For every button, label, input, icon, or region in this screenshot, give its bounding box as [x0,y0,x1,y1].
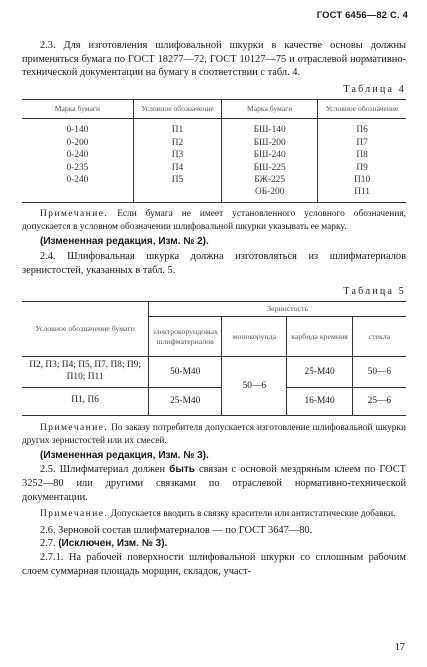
page-body [22,39,406,579]
note-label: Примечание. [40,208,109,219]
paragraph-2-4: 2.4. Шлифовальная шкурка должна изготовляться из шлифматериалов зернистостей, указанных в табл. 5. [22,251,406,277]
table-cell: 50—6 [222,357,287,416]
table-5 [22,301,406,416]
note-label: Примечание. [40,509,109,520]
table-cell: П9 [318,162,406,174]
table-cell: П1 [133,119,221,137]
table-5-caption: Таблица 5 [343,285,406,297]
table-cell: 0-140 [66,125,89,136]
table-cell [133,186,221,202]
table-cell: П6 [318,119,406,137]
table-row [22,174,406,186]
table-cell: БШ-140 [222,119,318,137]
page-header: ГОСТ 6456—82 С. 4 [316,9,408,20]
table-5-header-group: Зернистость [149,302,406,317]
page-number: 17 [394,642,405,653]
table-4-caption: Таблица 4 [343,84,406,96]
table-cell: П2 [133,137,221,149]
table-cell: П4 [133,162,221,174]
table-row [22,387,406,415]
table-cell: 50—6 [352,357,406,388]
table-row [22,186,406,202]
paragraph-2-5 [22,463,406,504]
paragraph-2-7-1: 2.7.1. На рабочей поверхности шлифовальной шкурки со сплошным рабочим слоем суммарная площадь морщин, складок, участ- [22,552,406,577]
note-text: Если бумага не имеет установленного условного обозначения, допускается в условном обозначении шлифовальной шкурки указывать ее марку. [22,208,406,232]
table-cell: П1, П6 [22,387,149,415]
table-cell: П7 [318,137,406,149]
table-cell: БЖ-225 [222,174,318,186]
table-row [22,357,406,388]
table-4-header: Условное обозначение [318,100,406,119]
paragraph-2-6: 2.6. Зерновой состав шлифматериалов — по ГОСТ 3647—80. [40,524,313,536]
table-4 [22,99,406,202]
table-cell: 0-240 [66,175,89,186]
table-5-subheader: карбида кремния [287,317,352,357]
table-cell: БШ-225 [222,162,318,174]
table-cell: 0-240 [66,150,89,161]
note-1 [22,208,406,234]
note-text: По заказу потребителя допускается изготовление шлифовальной шкурки других зернистостей или их смесей. [22,422,406,446]
table-row [22,119,406,137]
table-cell: ОБ-200 [222,186,318,202]
table-cell: П10 [318,174,406,186]
table-5-subheader: монокорунда [222,317,287,357]
table-cell: П2, П3; П4; П5, П7, П8; П9; П10; П11 [22,357,149,388]
paragraph-text: 2.5. Шлифматериал должен [40,464,170,476]
table-cell: 16-М40 [287,387,352,415]
table-cell: 25-М40 [287,357,352,388]
note-3 [22,508,406,521]
paragraph-bold-text: (Исключен, Изм. № 3). [58,538,168,550]
paragraph-2-3: 2.3. Для изготовления шлифовальной шкурки в качестве основы должны применяться бумага по ГОСТ 18277—72, ГОСТ 10127—75 и отраслевой нормативно-технической документации на бумагу в соответствии с табл. 4. [22,40,406,79]
table-row [22,149,406,161]
table-row [22,137,406,149]
table-4-header: Условное обозначение [133,100,221,119]
table-cell: 50-М40 [149,357,222,388]
note-label: Примечание. [40,422,109,433]
table-cell: 25—6 [352,387,406,415]
table-4-header: Марка бумаги [222,100,318,119]
paragraph-bold-text: быть [169,464,195,476]
table-cell: 0-200 [66,137,89,148]
edition-note-2: (Измененная редакция, Изм. № 2). [40,236,209,248]
table-5-subheader: стекла [352,317,406,357]
table-cell: 25-М40 [149,387,222,415]
table-row [22,162,406,174]
table-cell: П3 [133,149,221,161]
table-cell: БШ-200 [222,137,318,149]
paragraph-2-7 [22,537,406,551]
table-cell: 0-235 [66,162,89,173]
table-cell [22,186,133,202]
note-2 [22,422,406,448]
table-cell: БШ-240 [222,149,318,161]
table-cell: П11 [318,186,406,202]
table-4-header: Марка бумаги [22,100,133,119]
note-text: Допускается вводить в связку красители или антистатические добавки. [108,509,396,520]
table-cell: П8 [318,149,406,161]
edition-note-3: (Измененная редакция, Изм. № 3). [40,450,209,462]
table-cell: П5 [133,174,221,186]
table-5-subheader: электрокорундовых шлифматериалов [149,317,222,357]
paragraph-text: 2.7. [40,538,59,550]
table-5-header: Условное обозначение бумаги [22,302,149,357]
paragraph-text: связан с основой мездряным клеем по ГОСТ 3252—80 или другими связками по отраслевой нормативно-технической документации. [22,464,406,503]
